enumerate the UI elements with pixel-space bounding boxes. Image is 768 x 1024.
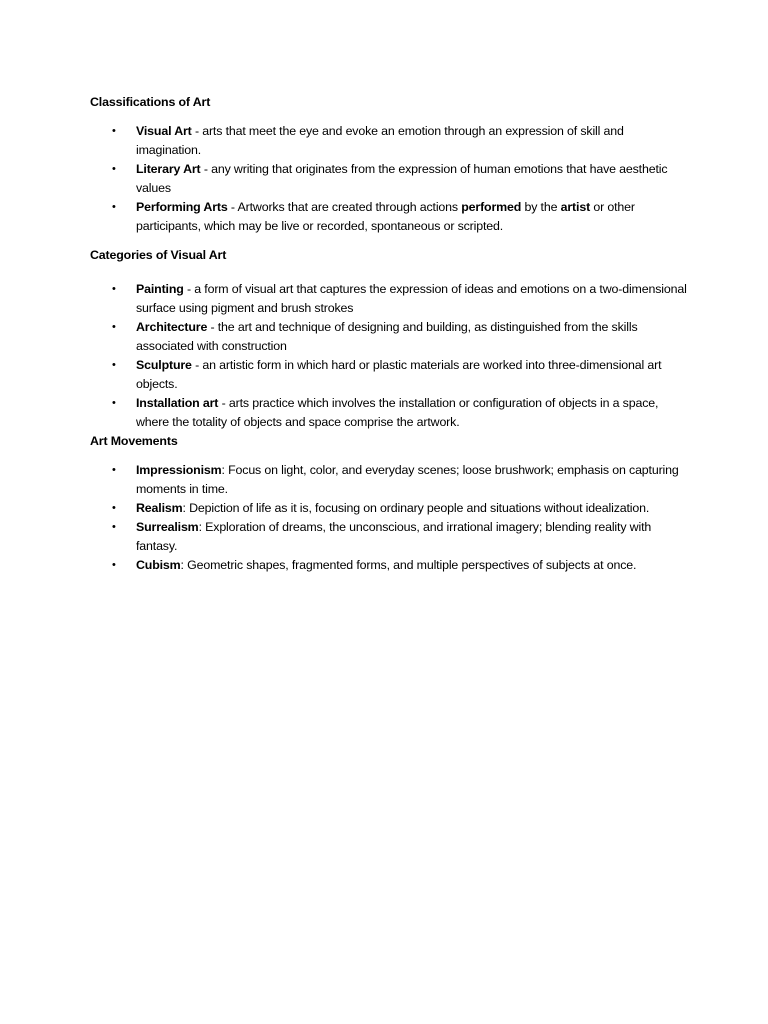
separator: : bbox=[198, 520, 206, 534]
bullet-icon: • bbox=[112, 359, 116, 371]
list-item bbox=[90, 122, 690, 160]
bullet-icon: • bbox=[112, 125, 116, 137]
separator: - bbox=[191, 124, 203, 138]
separator: - bbox=[207, 320, 218, 334]
separator: - bbox=[191, 358, 203, 372]
separator: - bbox=[200, 162, 212, 176]
list-item bbox=[90, 461, 690, 499]
term: Impressionism bbox=[136, 463, 222, 477]
term: Sculpture bbox=[136, 358, 192, 372]
term: Cubism bbox=[136, 558, 181, 572]
emphasis: performed bbox=[461, 200, 522, 214]
section-heading-movements: Art Movements bbox=[90, 434, 178, 448]
description: the art and technique of designing and building, as distinguished from the skills associated with construction bbox=[136, 320, 638, 353]
bullet-icon: • bbox=[112, 464, 116, 476]
document-body bbox=[90, 93, 690, 575]
section-heading-categories: Categories of Visual Art bbox=[90, 248, 227, 262]
list-item bbox=[90, 198, 690, 236]
emphasis: artist bbox=[560, 200, 591, 214]
bullet-icon: • bbox=[112, 163, 116, 175]
description: Exploration of dreams, the unconscious, and irrational imagery; blending reality with fantasy. bbox=[136, 520, 652, 553]
description-part: Artworks that are created through actions bbox=[237, 200, 462, 214]
list-item bbox=[90, 356, 690, 394]
bullet-icon: • bbox=[112, 559, 116, 571]
bullet-icon: • bbox=[112, 521, 116, 533]
separator: : bbox=[182, 501, 190, 515]
separator: : bbox=[180, 558, 188, 572]
list-item bbox=[90, 318, 690, 356]
term: Realism bbox=[136, 501, 183, 515]
description-part: or other participants, which may be live or recorded, spontaneous or scripted. bbox=[136, 200, 635, 233]
bullet-icon: • bbox=[112, 201, 116, 213]
list-item bbox=[90, 280, 690, 318]
term: Surrealism bbox=[136, 520, 199, 534]
description: Focus on light, color, and everyday scenes; loose brushwork; emphasis on capturing moments in time. bbox=[136, 463, 679, 496]
description: Geometric shapes, fragmented forms, and multiple perspectives of subjects at once. bbox=[187, 558, 637, 572]
term: Painting bbox=[136, 282, 184, 296]
separator: - bbox=[218, 396, 229, 410]
list-item bbox=[90, 556, 690, 575]
term: Installation art bbox=[136, 396, 219, 410]
bullet-icon: • bbox=[112, 502, 116, 514]
description: Depiction of life as it is, focusing on ordinary people and situations without idealization. bbox=[189, 501, 650, 515]
list-item bbox=[90, 160, 690, 198]
description: any writing that originates from the expression of human emotions that have aesthetic values bbox=[136, 162, 668, 195]
term: Literary Art bbox=[136, 162, 201, 176]
description: a form of visual art that captures the expression of ideas and emotions on a two-dimensional surface using pigment and brush strokes bbox=[136, 282, 687, 315]
list-item bbox=[90, 394, 690, 432]
list-classifications bbox=[90, 122, 690, 236]
description: an artistic form in which hard or plastic materials are worked into three-dimensional art objects. bbox=[136, 358, 662, 391]
list-categories bbox=[90, 280, 690, 432]
separator: : bbox=[221, 463, 229, 477]
description: arts practice which involves the installation or configuration of objects in a space, where the totality of objects and space comprise the artwork. bbox=[136, 396, 659, 429]
list-item bbox=[90, 499, 690, 518]
description-part: by the bbox=[521, 200, 561, 214]
description: arts that meet the eye and evoke an emotion through an expression of skill and imagination. bbox=[136, 124, 624, 157]
bullet-icon: • bbox=[112, 397, 116, 409]
term: Architecture bbox=[136, 320, 208, 334]
bullet-icon: • bbox=[112, 321, 116, 333]
term: Performing Arts bbox=[136, 200, 228, 214]
term: Visual Art bbox=[136, 124, 192, 138]
list-movements bbox=[90, 461, 690, 575]
bullet-icon: • bbox=[112, 283, 116, 295]
list-item bbox=[90, 518, 690, 556]
separator: - bbox=[227, 200, 238, 214]
separator: - bbox=[183, 282, 195, 296]
section-heading-classifications: Classifications of Art bbox=[90, 95, 211, 109]
